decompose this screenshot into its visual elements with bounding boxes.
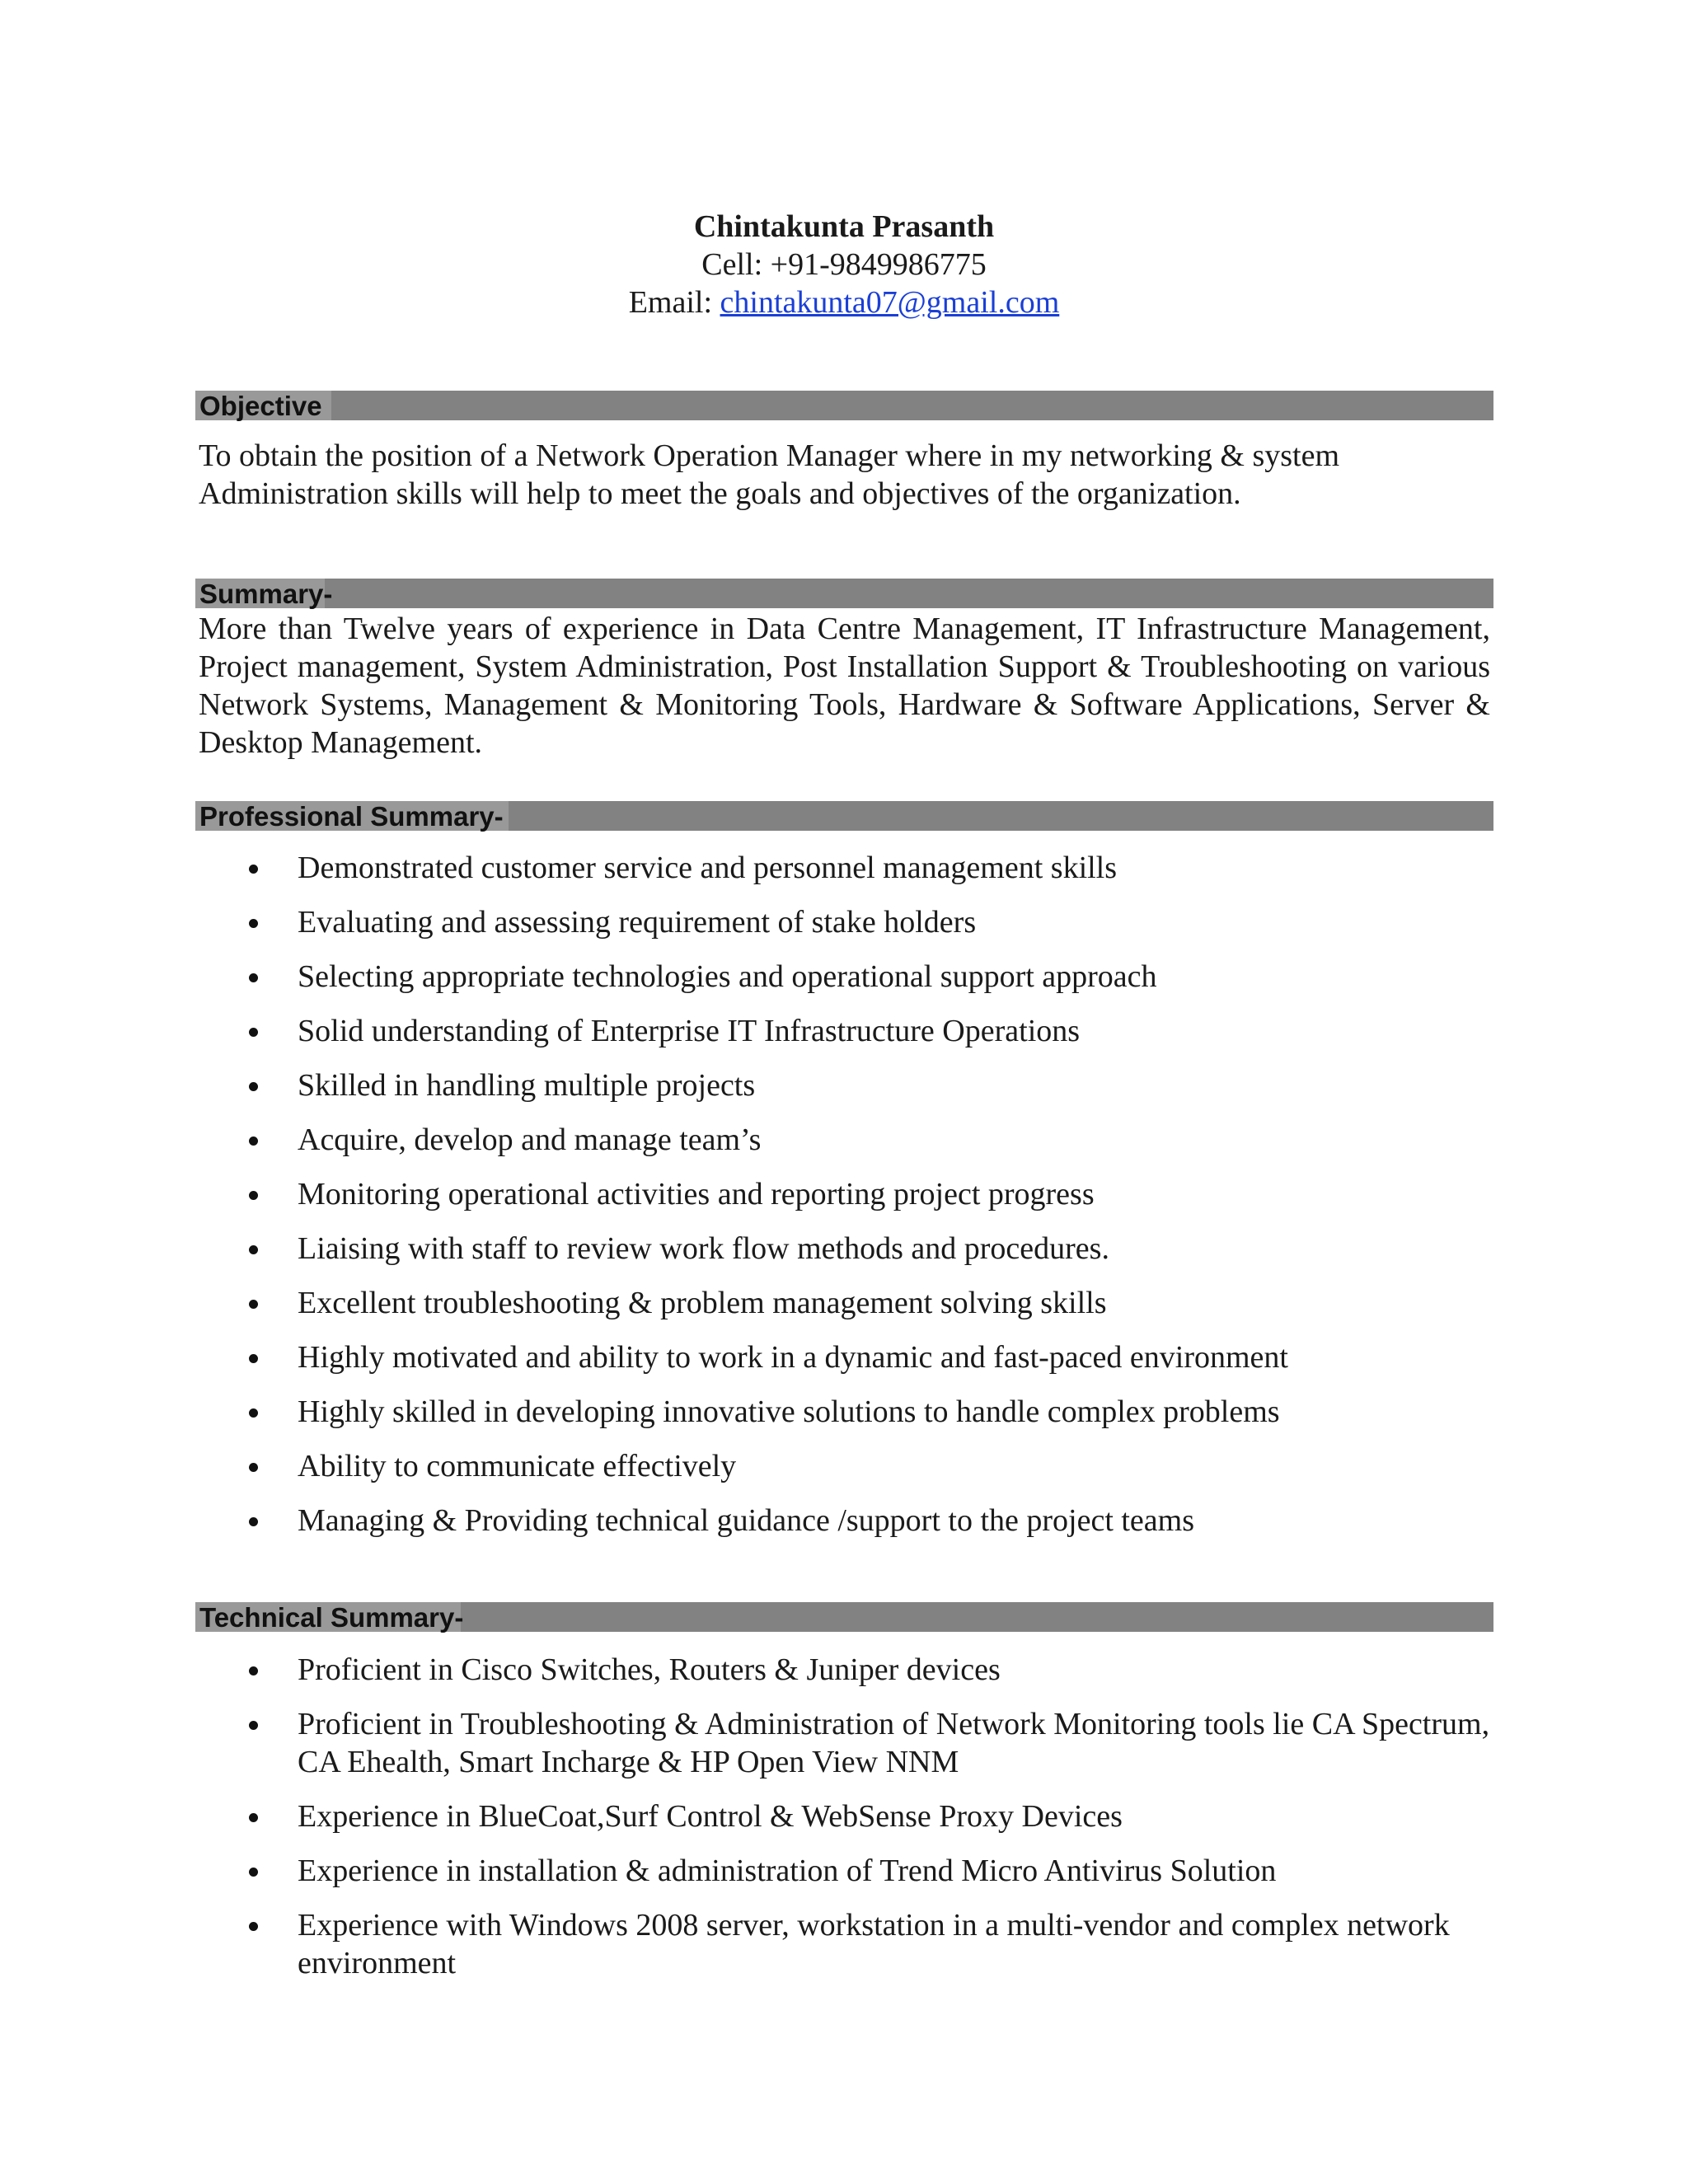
list-item <box>0 1175 1688 1213</box>
list-item <box>0 1012 1688 1050</box>
bullet-icon <box>249 1868 258 1877</box>
list-item-text: Experience in installation & administration of Trend Micro Antivirus Solution <box>298 1854 1277 1888</box>
contact-header <box>0 208 1688 321</box>
list-item <box>0 1393 1688 1431</box>
list-item <box>0 1906 1688 1982</box>
list-item-text: Managing & Providing technical guidance /support to the project teams <box>298 1503 1195 1538</box>
list-item-text: Monitoring operational activities and reporting project progress <box>298 1177 1095 1212</box>
list-item <box>0 1338 1688 1376</box>
section-title-technical-summary: Technical Summary- <box>199 1602 464 1633</box>
bullet-icon <box>249 1813 258 1822</box>
list-item <box>0 1852 1688 1890</box>
section-header-technical-summary <box>195 1602 1493 1632</box>
list-item <box>0 1284 1688 1322</box>
bullet-icon <box>249 973 258 982</box>
list-item <box>0 1121 1688 1159</box>
list-item-text: Acquire, develop and manage team’s <box>298 1122 762 1157</box>
list-item-text: Proficient in Cisco Switches, Routers & Juniper devices <box>298 1652 1001 1687</box>
bullet-icon <box>249 919 258 928</box>
list-item-text: Ability to communicate effectively <box>298 1449 737 1483</box>
candidate-name: Chintakunta Prasanth <box>693 209 995 244</box>
list-item <box>0 1797 1688 1835</box>
list-item-text: Proficient in Troubleshooting & Administration of Network Monitoring tools lie CA Spectrum, CA Ehealth, Smart Incharge & HP Open View NNM <box>298 1707 1490 1779</box>
bullet-icon <box>249 1300 258 1309</box>
bullet-icon <box>249 1666 258 1675</box>
list-item-text: Evaluating and assessing requirement of stake holders <box>298 905 977 940</box>
section-header-objective <box>195 391 1493 420</box>
list-item-text: Highly motivated and ability to work in a dynamic and fast-paced environment <box>298 1340 1288 1375</box>
list-item-text: Skilled in handling multiple projects <box>298 1068 756 1103</box>
list-item <box>0 903 1688 941</box>
section-title-objective: Objective <box>199 391 322 421</box>
bullet-icon <box>249 1245 258 1254</box>
list-item-text: Liaising with staff to review work flow methods and procedures. <box>298 1231 1109 1266</box>
bullet-icon <box>249 1922 258 1931</box>
list-item <box>0 1447 1688 1485</box>
list-item <box>0 1705 1688 1781</box>
bullet-icon <box>249 1354 258 1363</box>
bullet-icon <box>249 1408 258 1418</box>
professional-summary-list <box>0 849 1688 1540</box>
bullet-icon <box>249 1191 258 1200</box>
bullet-icon <box>249 865 258 874</box>
list-item-text: Experience in BlueCoat,Surf Control & WebSense Proxy Devices <box>298 1799 1123 1834</box>
section-title-summary: Summary- <box>199 579 333 609</box>
list-item <box>0 958 1688 996</box>
technical-summary-list <box>0 1651 1688 1982</box>
list-item <box>0 1651 1688 1689</box>
bullet-icon <box>249 1028 258 1037</box>
section-header-professional-summary <box>195 801 1493 831</box>
list-item <box>0 1230 1688 1268</box>
email-link[interactable]: chintakunta07@gmail.com <box>720 285 1060 320</box>
bullet-icon <box>249 1721 258 1730</box>
bullet-icon <box>249 1517 258 1526</box>
list-item-text: Solid understanding of Enterprise IT Infrastructure Operations <box>298 1014 1081 1048</box>
summary-text: More than Twelve years of experience in Data Centre Management, IT Infrastructure Management, Project management, System Administration, Post Installation Support & Troubleshooting on various Network Systems, Management & Monitoring Tools, Hardware & Software Applications, Server & Desktop Management. <box>199 612 1490 760</box>
list-item-text: Selecting appropriate technologies and operational support approach <box>298 959 1157 994</box>
list-item <box>0 1066 1688 1104</box>
list-item-text: Highly skilled in developing innovative solutions to handle complex problems <box>298 1394 1280 1429</box>
bullet-icon <box>249 1463 258 1472</box>
list-item-text: Experience with Windows 2008 server, workstation in a multi-vendor and complex network environment <box>298 1908 1450 1980</box>
section-header-summary <box>195 579 1493 608</box>
list-item <box>0 849 1688 887</box>
bullet-icon <box>249 1082 258 1091</box>
bullet-icon <box>249 1137 258 1146</box>
section-title-professional-summary: Professional Summary- <box>199 801 504 832</box>
cell-number: Cell: +91-9849986775 <box>701 247 987 282</box>
list-item <box>0 1502 1688 1540</box>
email-line <box>0 284 1688 321</box>
email-label: Email: <box>628 285 720 320</box>
list-item-text: Demonstrated customer service and personnel management skills <box>298 851 1118 885</box>
objective-text: To obtain the position of a Network Operation Manager where in my networking & system Administration skills will help to meet the goals and objectives of the organization. <box>199 438 1340 511</box>
list-item-text: Excellent troubleshooting & problem management solving skills <box>298 1286 1107 1320</box>
